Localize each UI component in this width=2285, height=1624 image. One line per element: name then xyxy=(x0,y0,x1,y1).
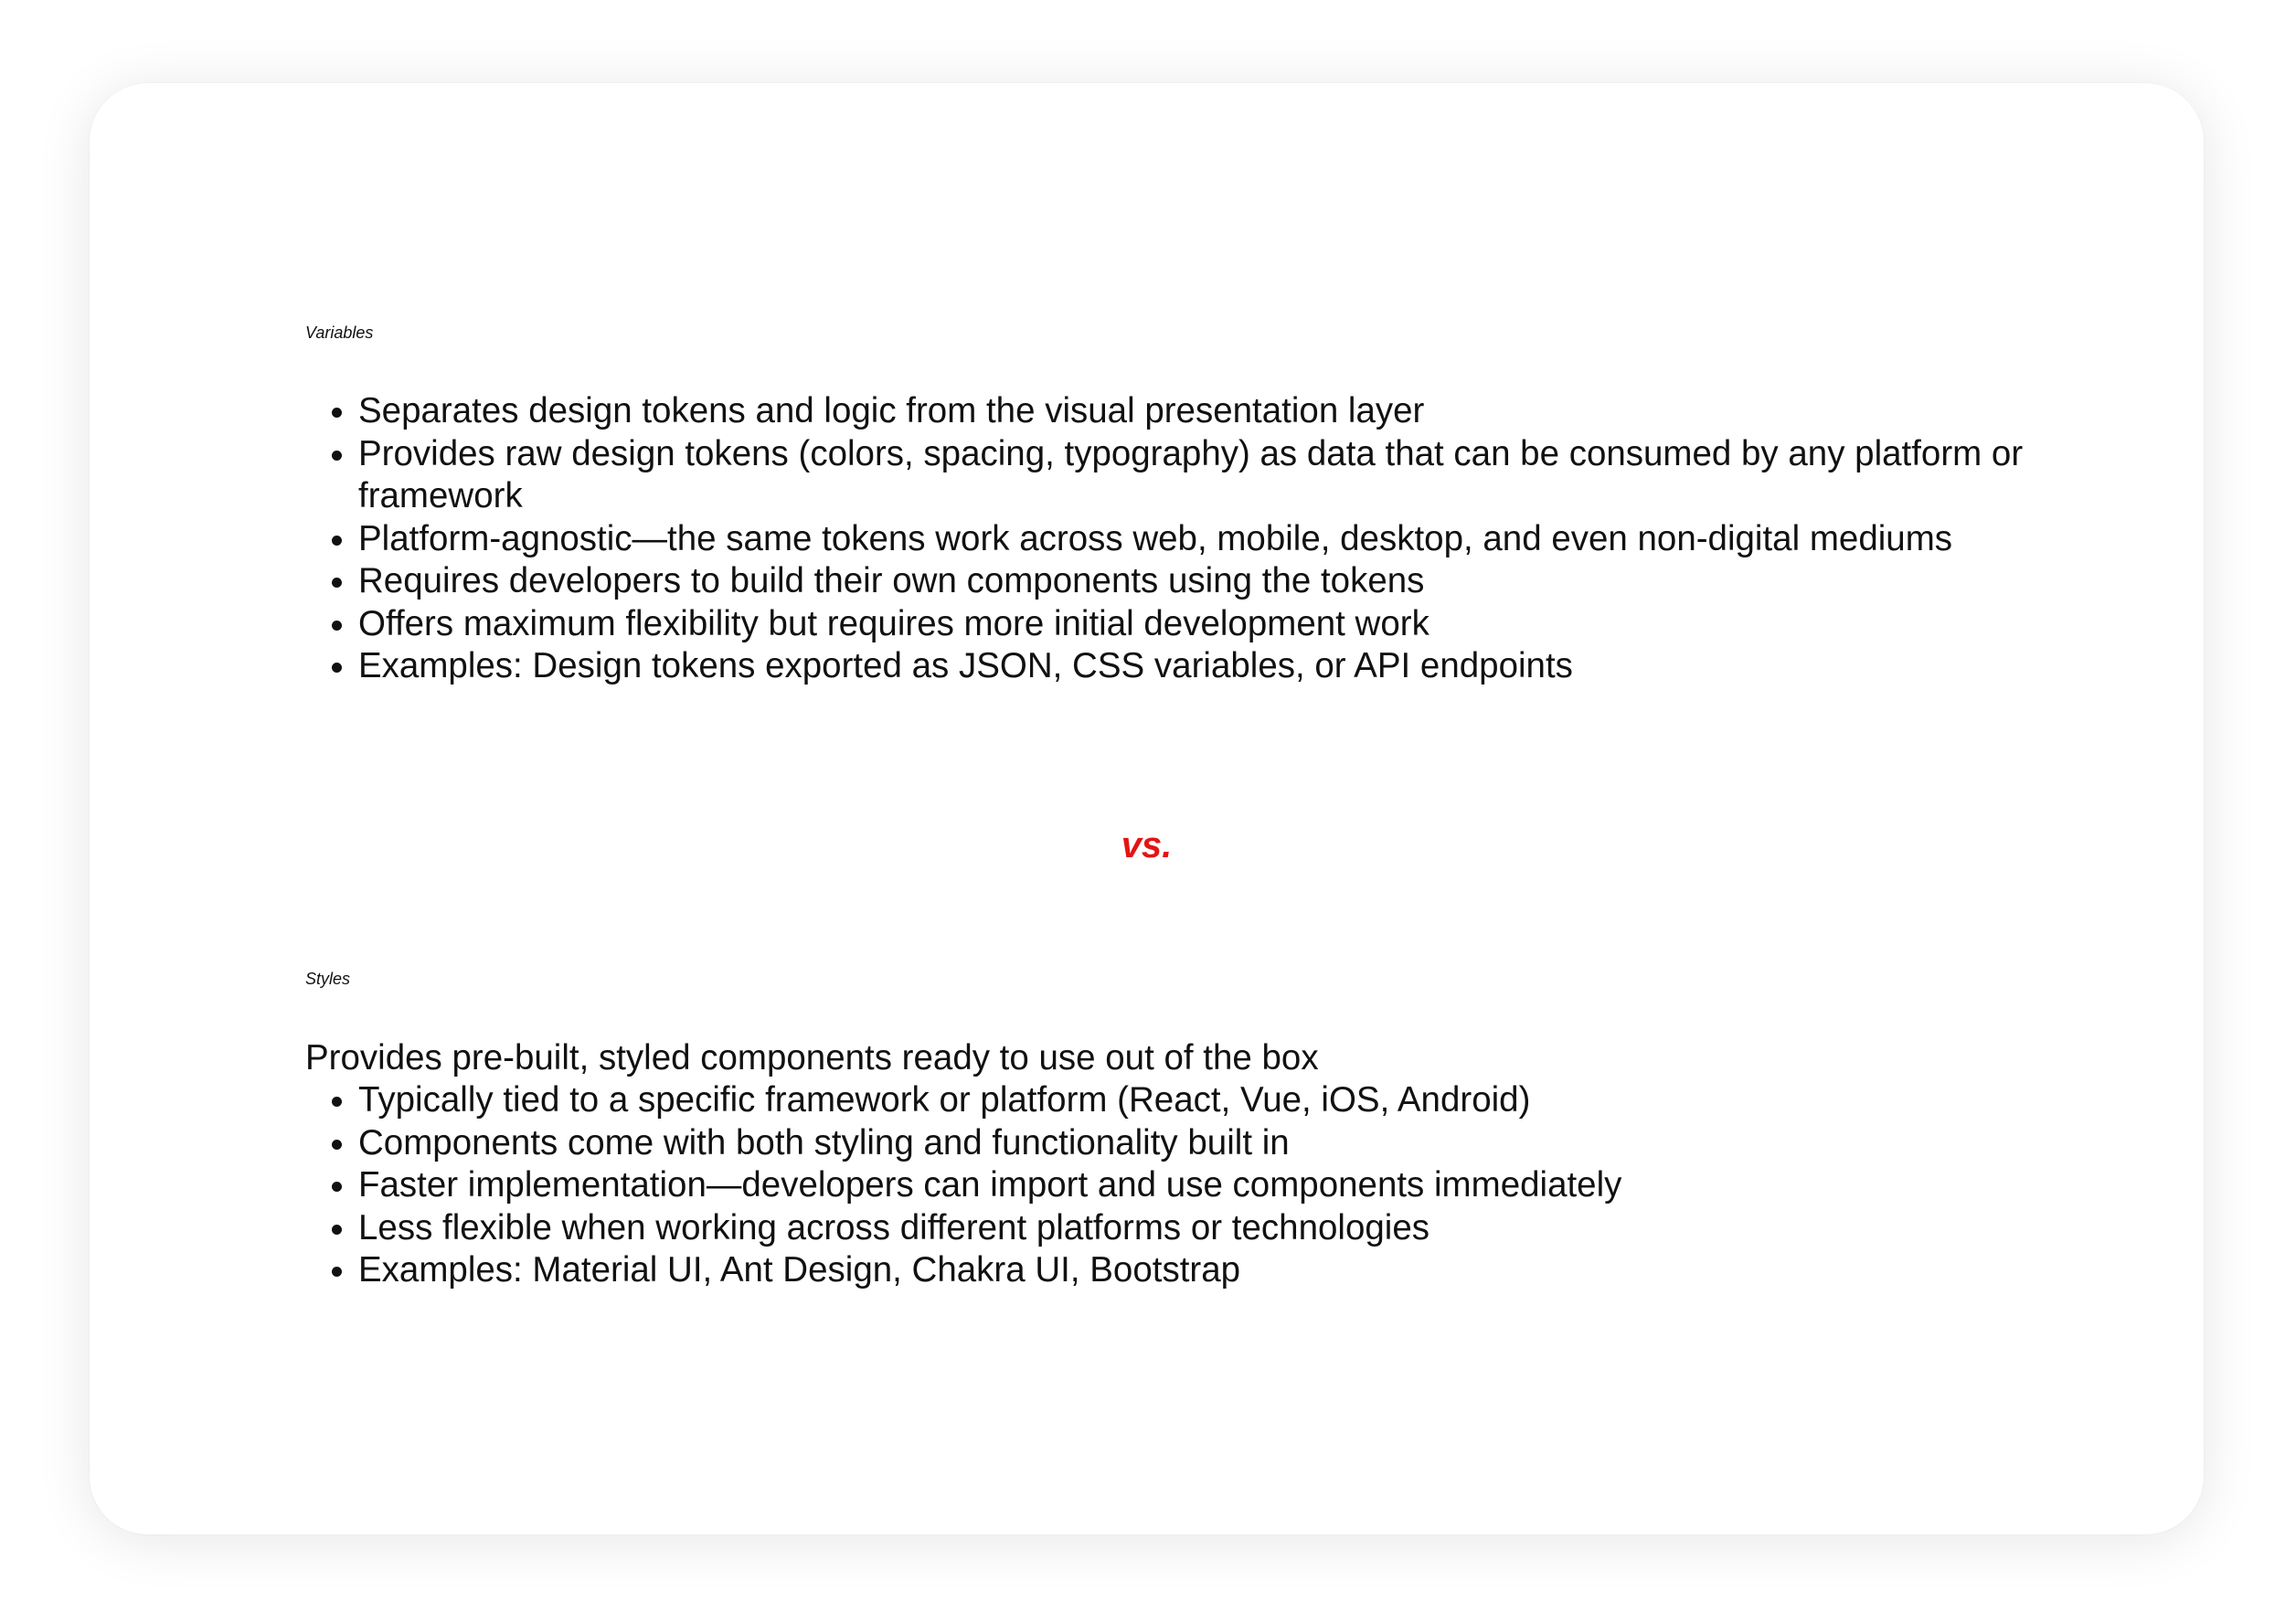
variables-heading: Variables xyxy=(305,324,374,342)
list-item: • Typically tied to a specific framework or platform (React, Vue, iOS, Android) xyxy=(358,1079,2095,1122)
list-item: • Examples: Design tokens exported as JSON, CSS variables, or API endpoints xyxy=(358,645,2095,688)
list-item: • Less flexible when working across different platforms or technologies xyxy=(358,1207,2095,1250)
list-item: • Requires developers to build their own components using the tokens xyxy=(358,560,2095,603)
list-item: • Separates design tokens and logic from the visual presentation layer xyxy=(358,390,2095,433)
list-item: • Faster implementation—developers can import and use components immediately xyxy=(358,1164,2095,1207)
list-item: • Components come with both styling and functionality built in xyxy=(358,1122,2095,1165)
styles-heading: Styles xyxy=(305,970,351,988)
list-item: • Platform-agnostic—the same tokens work across web, mobile, desktop, and even non-digital mediums xyxy=(358,518,2095,561)
list-item: • Examples: Material UI, Ant Design, Chakra UI, Bootstrap xyxy=(358,1249,2095,1292)
list-item: • Provides raw design tokens (colors, spacing, typography) as data that can be consumed by any platform or framework xyxy=(358,433,2095,518)
comparison-card xyxy=(90,83,2204,1534)
list-item: • Offers maximum flexibility but requires more initial development work xyxy=(358,603,2095,646)
styles-intro: Provides pre-built, styled components ready to use out of the box xyxy=(305,1038,1319,1077)
vs-divider: vs. xyxy=(1121,825,1173,865)
styles-list xyxy=(305,1079,2095,1292)
variables-list xyxy=(305,390,2095,688)
